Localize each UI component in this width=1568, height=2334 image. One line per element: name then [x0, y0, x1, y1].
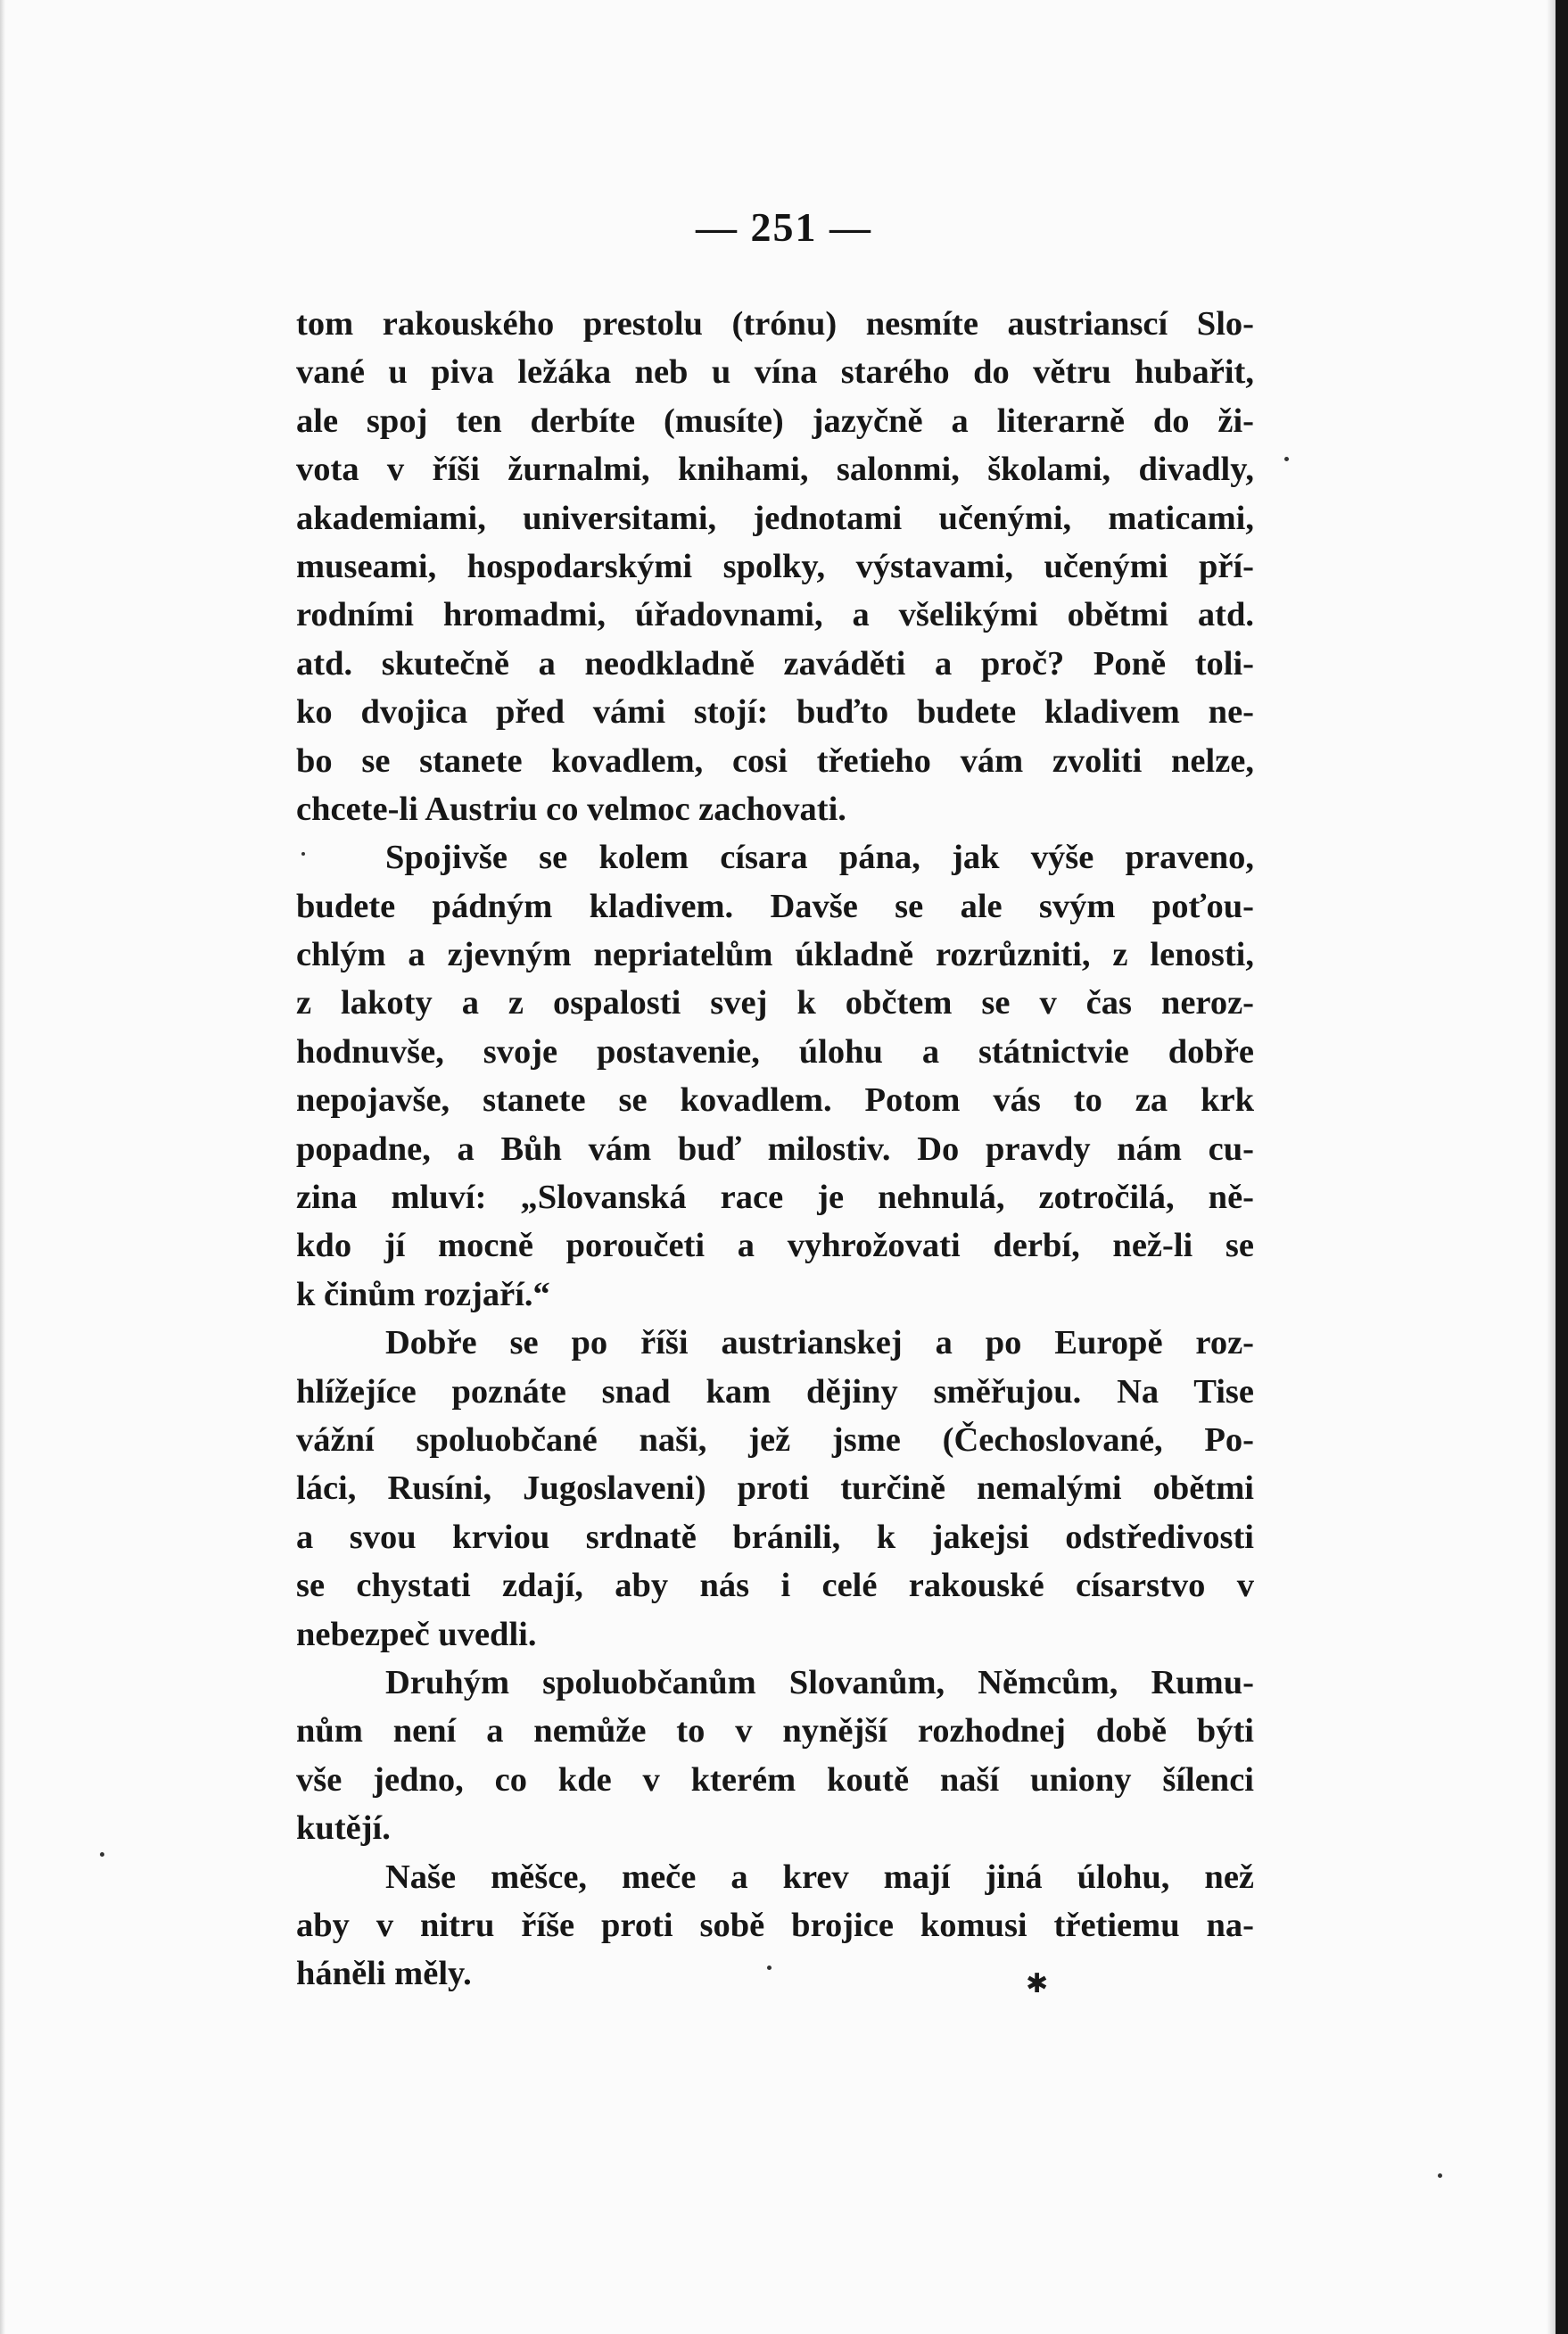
text-line: Dobře se po říši austrianskej a po Europě roz-: [385, 1324, 1254, 1362]
page-right-shadow: [1547, 0, 1556, 2334]
text-line: z lakoty a z ospalosti svej k občtem se v čas neroz-: [296, 984, 1254, 1022]
text-line: aby v nitru říše proti sobě brojice komusi třetiemu na-: [296, 1906, 1254, 1944]
text-line: vážní spoluobčané naši, jež jsme (Čechoslované, Po-: [296, 1420, 1254, 1459]
body-text: [296, 300, 1254, 1999]
text-line: k činům rozjaří.“: [296, 1275, 550, 1313]
text-line: bo se stanete kovadlem, cosi třetieho vám zvoliti nelze,: [296, 741, 1254, 780]
text-line: kutějí.: [296, 1809, 391, 1848]
text-line: hodnuvše, svoje postavenie, úlohu a státnictvie dobře: [296, 1032, 1254, 1071]
text-line: vané u piva ležáka neb u vína starého do větru hubařit,: [296, 353, 1254, 392]
scan-speck: [1438, 2173, 1442, 2178]
text-line: akademiami, universitami, jednotami učenými, maticami,: [296, 499, 1254, 537]
text-line: atd. skutečně a neodkladně zaváděti a proč? Poně toli-: [296, 644, 1254, 683]
text-line: kdo jí mocně poroučeti a vyhrožovati derbí, než-li se: [296, 1227, 1254, 1265]
scan-speck: [1284, 457, 1289, 461]
text-line: vota v říši žurnalmi, knihami, salonmi, školami, divadly,: [296, 451, 1254, 489]
text-line: chcete-li Austriu co velmoc zachovati.: [296, 790, 846, 828]
text-line: Spojivše se kolem císara pána, jak výše praveno,: [385, 839, 1254, 877]
text-line: hlížejíce poznáte snad kam dějiny směřujou. Na Tise: [296, 1372, 1254, 1411]
text-line: rodními hromadmi, úřadovnami, a všelikými obětmi atd.: [296, 596, 1254, 634]
text-line: museami, hospodarskými spolky, výstavami, učenými pří-: [296, 547, 1254, 585]
text-line: Naše měšce, meče a krev mají jiná úlohu, než: [385, 1858, 1254, 1896]
page-left-edge: [0, 0, 5, 2334]
text-line: nebezpeč uvedli.: [296, 1615, 537, 1653]
text-line: tom rakouského prestolu (trónu) nesmíte austrianscí Slo-: [296, 305, 1254, 343]
text-line: zina mluví: „Slovanská race je nehnulá, zotročilá, ně-: [296, 1179, 1254, 1217]
page-right-edge: [1556, 0, 1568, 2334]
scan-speck: [301, 852, 305, 856]
text-line: vše jedno, co kde v kterém koutě naší uniony šílenci: [296, 1760, 1254, 1799]
text-line: nům není a nemůže to v nynější rozhodnej době býti: [296, 1712, 1254, 1750]
text-line: a svou krviou srdnatě bránili, k jakejsi odstředivosti: [296, 1518, 1254, 1556]
page-number: — 251 —: [696, 204, 872, 250]
text-line: budete pádným kladivem. Davše se ale svým poťou-: [296, 887, 1254, 925]
text-line: Druhým spoluobčanům Slovanům, Němcům, Rumu-: [385, 1663, 1254, 1701]
scan-speck: [767, 1966, 772, 1970]
text-line: nepojavše, stanete se kovadlem. Potom vás to za krk: [296, 1081, 1254, 1120]
scan-speck: [100, 1852, 104, 1857]
section-end-mark: ✱: [1026, 1968, 1049, 1999]
text-line: háněli měly.: [296, 1955, 472, 1993]
text-line: chlým a zjevným nepriatelům úkladně rozrůzniti, z lenosti,: [296, 936, 1254, 974]
text-line: ko dvojica před vámi stojí: buďto budete kladivem ne-: [296, 693, 1254, 732]
text-line: se chystati zdají, aby nás i celé rakouské císarstvo v: [296, 1567, 1254, 1605]
text-line: ale spoj ten derbíte (musíte) jazyčně a literarně do ži-: [296, 401, 1254, 440]
text-line: láci, Rusíni, Jugoslaveni) proti turčině nemalými obětmi: [296, 1469, 1254, 1508]
text-line: popadne, a Bůh vám buď milostiv. Do pravdy nám cu-: [296, 1130, 1254, 1168]
